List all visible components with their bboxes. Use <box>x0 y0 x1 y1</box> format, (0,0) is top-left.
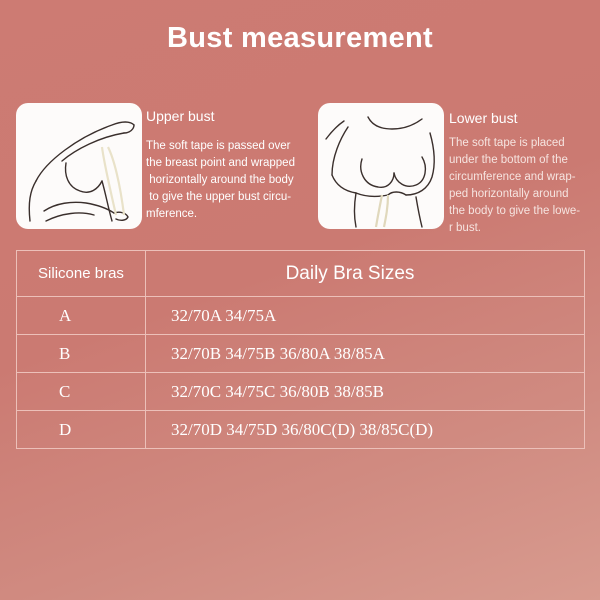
upper-bust-line: to give the upper bust circu- <box>146 191 292 203</box>
upper-bust-line: the breast point and wrapped <box>146 157 295 169</box>
daily-sizes-cell: 32/70D 34/75D 36/80C(D) 38/85C(D) <box>146 411 585 449</box>
upper-bust-heading: Upper bust <box>146 108 215 124</box>
lower-bust-heading: Lower bust <box>449 110 518 126</box>
page-title: Bust measurement <box>167 22 433 54</box>
upper-bust-illustration <box>16 103 142 229</box>
cup-size-cell: C <box>17 373 146 411</box>
column-header-silicone-bras: Silicone bras <box>17 251 146 297</box>
table-row <box>17 297 585 335</box>
lower-bust-tape-icon <box>318 103 444 229</box>
table-header-row <box>17 251 585 297</box>
table-row <box>17 335 585 373</box>
lower-bust-line: ped horizontally around <box>449 188 569 200</box>
upper-bust-line: horizontally around the body <box>146 174 294 186</box>
cup-size-cell: B <box>17 335 146 373</box>
upper-bust-line: The soft tape is passed over <box>146 140 291 152</box>
column-header-daily-bra-sizes: Daily Bra Sizes <box>146 251 585 297</box>
lower-bust-line: under the bottom of the <box>449 154 568 166</box>
lower-bust-description <box>449 135 580 237</box>
lower-bust-line: the body to give the lowe- <box>449 205 581 217</box>
upper-bust-description <box>146 138 295 223</box>
daily-sizes-cell: 32/70B 34/75B 36/80A 38/85A <box>146 335 585 373</box>
table-row <box>17 411 585 449</box>
bra-size-table <box>16 250 585 449</box>
cup-size-cell: D <box>17 411 146 449</box>
lower-bust-line: r bust. <box>449 222 481 234</box>
upper-bust-line: mference. <box>146 208 198 220</box>
daily-sizes-cell: 32/70C 34/75C 36/80B 38/85B <box>146 373 585 411</box>
daily-sizes-cell: 32/70A 34/75A <box>146 297 585 335</box>
cup-size-cell: A <box>17 297 146 335</box>
upper-bust-tape-icon <box>16 103 142 229</box>
lower-bust-line: The soft tape is placed <box>449 137 565 149</box>
lower-bust-line: circumference and wrap- <box>449 171 576 183</box>
table-row <box>17 373 585 411</box>
lower-bust-illustration <box>318 103 444 229</box>
